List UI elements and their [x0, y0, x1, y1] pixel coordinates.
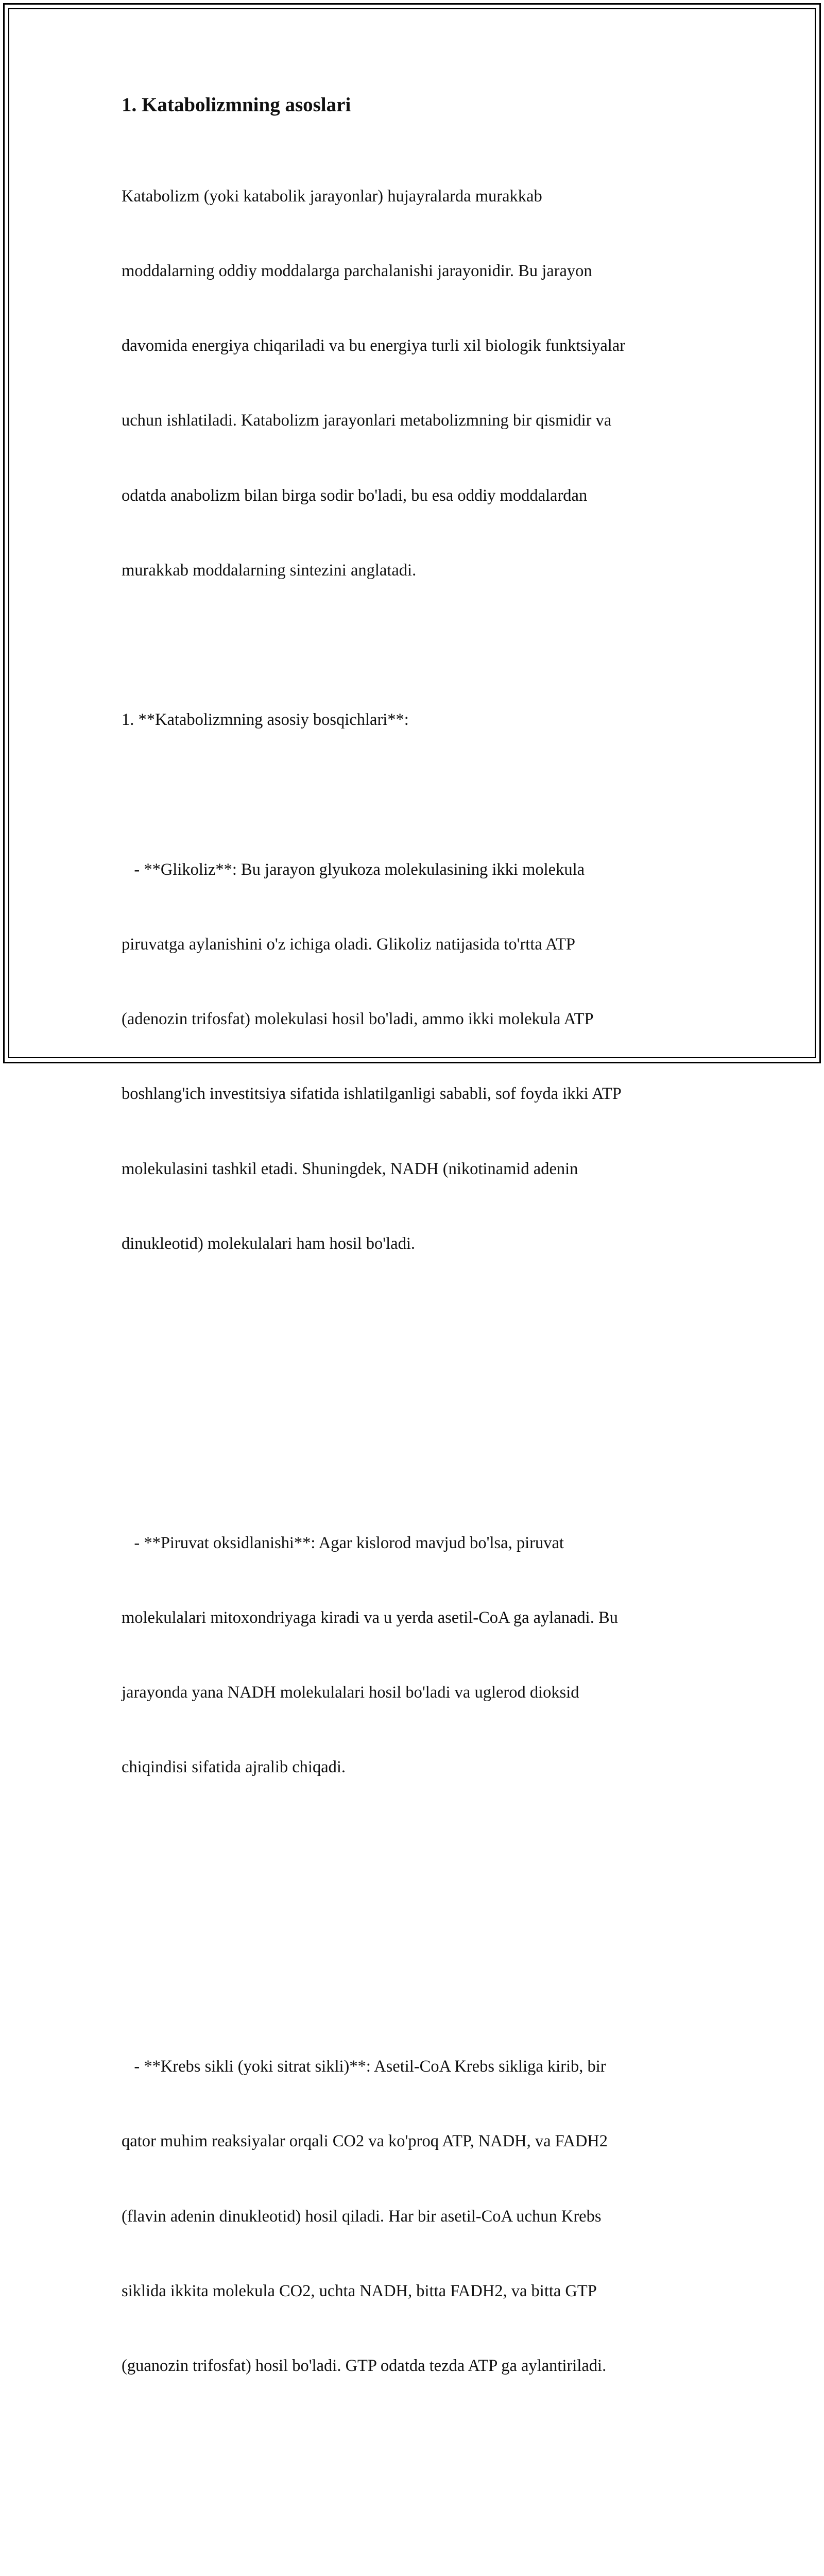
text-line: qator muhim reaksiyalar orqali CO2 va ko'proq ATP, NADH, va FADH2: [122, 2132, 608, 2151]
paragraph-gap: [122, 1381, 703, 1405]
document-body: [122, 92, 703, 2576]
text-line: jarayonda yana NADH molekulalari hosil bo'ladi va uglerod dioksid: [122, 1683, 579, 1702]
list-item-piruvat: [122, 1481, 703, 1830]
text-line: Katabolizm (yoki katabolik jarayonlar) hujayralarda murakkab: [122, 187, 542, 206]
text-line: piruvatga aylanishini o'z ichiga oladi. Glikoliz natijasida to'rtta ATP: [122, 935, 575, 954]
section-heading: 1. Katabolizmning asoslari: [122, 94, 351, 116]
text-line: - **Piruvat oksidlanishi**: Agar kislorod mavjud bo'lsa, piruvat: [122, 1533, 564, 1552]
text-line: (adenozin trifosfat) molekulasi hosil bo'ladi, ammo ikki molekula ATP: [122, 1010, 594, 1029]
list-item-krebs: [122, 2004, 703, 2428]
text-line: (flavin adenin dinukleotid) hosil qiladi. Har bir asetil-CoA uchun Krebs: [122, 2207, 602, 2226]
text-line: moddalarning oddiy moddalarga parchalanishi jarayonidir. Bu jarayon: [122, 262, 592, 281]
text-line: siklida ikkita molekula CO2, uchta NADH, bitta FADH2, va bitta GTP: [122, 2281, 597, 2300]
text-line: - **Krebs sikli (yoki sitrat sikli)**: Asetil-CoA Krebs sikliga kirib, bir: [122, 2057, 606, 2076]
text-line: molekulasini tashkil etadi. Shuningdek, NADH (nikotinamid adenin: [122, 1159, 578, 1178]
stages-list: [122, 658, 703, 2576]
paragraph-gap: [122, 1905, 703, 1929]
stages-heading: 1. **Katabolizmning asosiy bosqichlari**:: [122, 710, 409, 730]
text-line: (guanozin trifosfat) hosil bo'ladi. GTP odatda tezda ATP ga aylantiriladi.: [122, 2357, 607, 2376]
text-line: uchun ishlatiladi. Katabolizm jarayonlari metabolizmning bir qismidir va: [122, 411, 612, 430]
text-line: davomida energiya chiqariladi va bu energiya turli xil biologik funktsiyalar: [122, 336, 626, 355]
paragraph-gap: [122, 633, 703, 657]
text-line: chiqindisi sifatida ajralib chiqadi.: [122, 1758, 346, 1777]
text-line: odatda anabolizm bilan birga sodir bo'ladi, bu esa oddiy moddalardan: [122, 486, 588, 505]
text-line: murakkab moddalarning sintezini anglatadi.: [122, 561, 417, 580]
text-line: molekulalari mitoxondriyaga kiradi va u yerda asetil-CoA ga aylanadi. Bu: [122, 1608, 618, 1627]
text-line: boshlang'ich investitsiya sifatida ishlatilganligi sababli, sof foyda ikki ATP: [122, 1084, 622, 1104]
list-item-glikoliz: [122, 807, 703, 1306]
intro-paragraph: [122, 134, 703, 633]
paragraph-gap: [122, 2503, 703, 2528]
text-line: dinukleotid) molekulalari ham hosil bo'ladi.: [122, 1234, 415, 1253]
text-line: - **Glikoliz**: Bu jarayon glyukoza molekulasining ikki molekula: [122, 860, 585, 879]
